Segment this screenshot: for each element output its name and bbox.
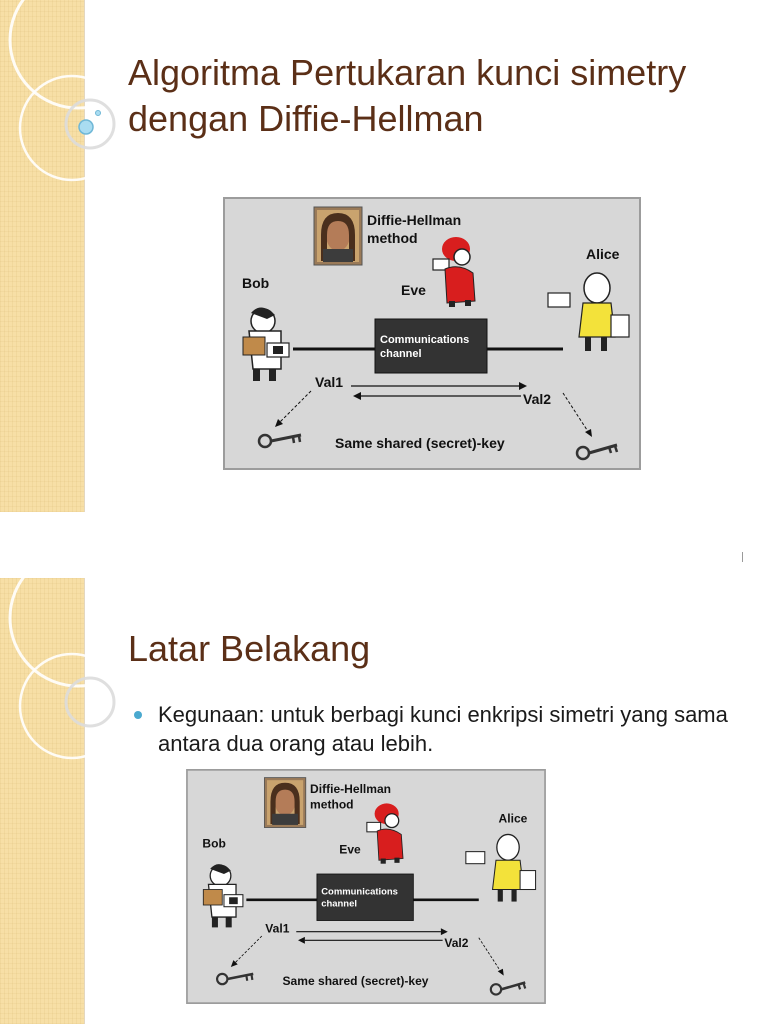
- eve-label: Eve: [401, 282, 426, 298]
- slide-separator: [0, 570, 768, 578]
- bob-label: Bob: [202, 836, 226, 851]
- bob-label: Bob: [242, 275, 270, 291]
- channel-label-line2: channel: [380, 348, 422, 360]
- val2-label: Val2: [523, 391, 552, 407]
- photo-icon: [314, 207, 362, 265]
- slide-1-title: Algoritma Pertukaran kunci simetry dengan Diffie-Hellman: [128, 52, 687, 139]
- channel-box: [375, 319, 487, 373]
- val1-label: Val1: [315, 374, 344, 390]
- eve-label: Eve: [339, 842, 361, 857]
- method-label-line2: method: [367, 230, 418, 246]
- bullet-list: [134, 700, 744, 758]
- blue-dot-icon: [79, 120, 93, 134]
- bullet-text: Kegunaan: untuk berbagi kunci enkripsi simetri yang sama antara dua orang atau lebih.: [158, 702, 728, 756]
- bullet-item: [134, 700, 744, 758]
- alice-label: Alice: [586, 246, 620, 262]
- channel-label-line2: channel: [321, 898, 357, 910]
- page-tick: [742, 552, 743, 562]
- method-label-line2: method: [310, 797, 354, 812]
- val2-label: Val2: [444, 936, 469, 951]
- shared-key-label: Same shared (secret)-key: [282, 974, 429, 989]
- decor-circles: [0, 578, 140, 778]
- decor-circles: [0, 0, 140, 200]
- val1-label: Val1: [265, 921, 290, 936]
- method-label-line1: Diffie-Hellman: [310, 782, 392, 797]
- photo-icon: [264, 778, 305, 828]
- channel-label-line1: Communications: [380, 334, 470, 346]
- channel-label-line1: Communications: [321, 886, 398, 898]
- method-label-line1: Diffie-Hellman: [367, 212, 462, 228]
- shared-key-label: Same shared (secret)-key: [335, 435, 505, 451]
- bullet-dot-icon: [134, 711, 142, 719]
- diffie-hellman-diagram-2: [186, 769, 546, 1004]
- slide-2-title: Latar Belakang: [128, 628, 371, 669]
- diffie-hellman-diagram-1: [223, 197, 641, 470]
- alice-label: Alice: [498, 811, 528, 826]
